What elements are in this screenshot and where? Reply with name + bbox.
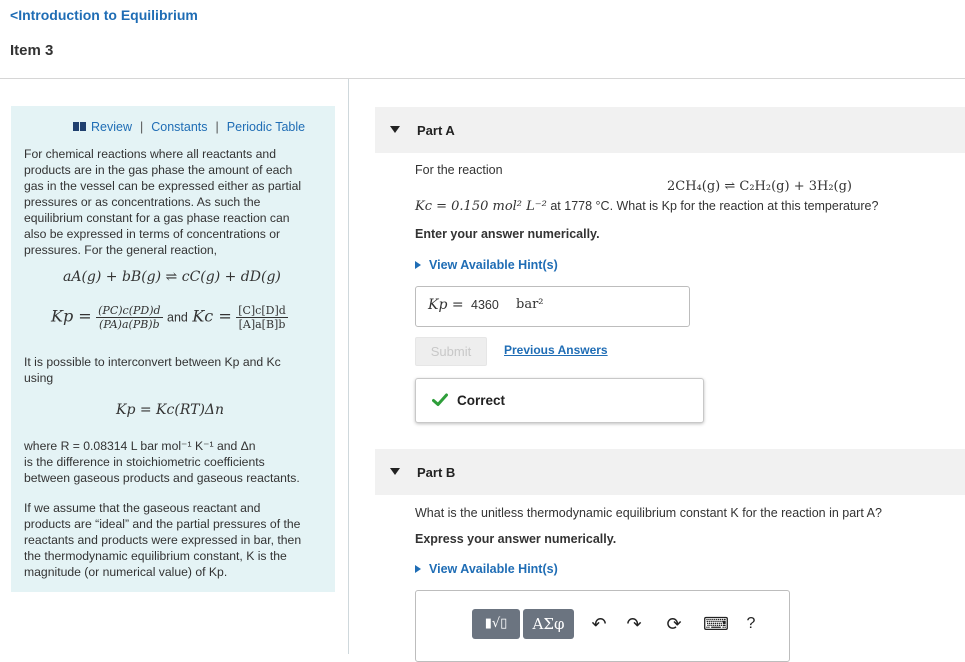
answer-box-a[interactable] xyxy=(415,286,690,327)
and-text: and xyxy=(167,310,188,325)
undo-icon[interactable]: ↶ xyxy=(591,614,607,634)
submit-button[interactable]: Submit xyxy=(415,337,487,366)
periodic-table-link[interactable]: Periodic Table xyxy=(226,120,306,134)
caret-down-icon xyxy=(390,126,400,133)
kp-kc-relation: Kp = Kc(RT)Δn xyxy=(116,402,225,418)
correct-feedback xyxy=(415,378,704,423)
page-header xyxy=(0,0,965,79)
previous-answers-link[interactable]: Previous Answers xyxy=(504,343,608,357)
keyboard-icon[interactable]: ⌨ xyxy=(703,614,729,634)
template-button[interactable]: ▮√▯ xyxy=(472,609,520,639)
back-link[interactable] xyxy=(10,7,198,23)
caret-right-icon xyxy=(415,261,421,269)
kc-value: Kc = 0.150 mol² L⁻² xyxy=(415,199,547,214)
kp-fraction: $\frac{(PC)c(PD)d}{(PA)a(PB)b}$ xyxy=(98,304,161,331)
help-icon[interactable]: ? xyxy=(746,615,756,632)
intro-text: For chemical reactions where all reactants and products are in the gas phase the amount of each gas in the vessel can be expressed either as partial pressures or as concentrations. As such the equilibrium constant for a gas phase reaction can also be expressed in terms of concentrations or pressures. For the general reaction, xyxy=(24,147,302,257)
correct-label: Correct xyxy=(457,393,506,408)
part-b-question: What is the unitless thermodynamic equilibrium constant K for the reaction in part A? xyxy=(415,506,882,520)
item-title: Item 3 xyxy=(10,42,54,59)
reaction-equation: 2CH₄(g) ⇌ C₂H₂(g) + 3H₂(g) xyxy=(667,179,853,194)
back-link-label: Introduction to Equilibrium xyxy=(18,7,198,23)
reset-icon[interactable]: ⟳ xyxy=(666,614,682,634)
enter-numerically-a: Enter your answer numerically. xyxy=(415,227,600,241)
interconvert-text: It is possible to interconvert between Kp and Kc using xyxy=(24,355,281,385)
info-panel xyxy=(11,106,335,592)
kp-label: Kp = xyxy=(51,306,92,326)
part-a-header[interactable] xyxy=(375,107,965,153)
for-reaction-text: For the reaction xyxy=(415,163,503,177)
kc-question xyxy=(415,199,878,214)
general-reaction: aA(g) + bB(g) ⇌ cC(g) + dD(g) xyxy=(63,269,281,285)
where-text: where R = 0.08314 L bar mol⁻¹ K⁻¹ and Δn is the difference in stoichiometric coefficients between gaseous products and gaseous reactants. xyxy=(24,439,300,485)
checkmark-icon xyxy=(432,393,448,412)
hint-link-a[interactable]: View Available Hint(s) xyxy=(415,258,558,272)
enter-numerically-b: Express your answer numerically. xyxy=(415,532,617,546)
caret-right-icon xyxy=(415,565,421,573)
caret-down-icon xyxy=(390,468,400,475)
constants-link[interactable]: Constants xyxy=(151,120,208,134)
review-link[interactable]: Review xyxy=(91,120,132,134)
part-b-label: Part B xyxy=(417,465,456,480)
answer-value: 4360 xyxy=(471,298,499,312)
book-icon xyxy=(73,122,86,131)
resource-links: Review | Constants | Periodic Table xyxy=(73,120,305,134)
kc-fraction: $\frac{[C]c[D]d}{[A]a[B]b}$ xyxy=(238,304,286,331)
answer-unit: bar² xyxy=(516,297,544,312)
kp-answer-label: Kp = xyxy=(428,297,464,313)
redo-icon[interactable]: ↷ xyxy=(626,614,642,634)
symbols-button[interactable]: ΑΣφ xyxy=(523,609,574,639)
kc-label: Kc = xyxy=(192,306,232,326)
assume-text: If we assume that the gaseous reactant and products are “ideal” and the partial pressures of the reactants and products were expressed in bar, then the thermodynamic equilibrium constant, K is the magnitude (or numerical value) of Kp. xyxy=(24,501,302,579)
part-a-label: Part A xyxy=(417,123,455,138)
question-text: at 1778 °C. What is Kp for the reaction at this temperature? xyxy=(550,199,879,213)
kp-kc-definitions xyxy=(51,304,288,331)
column-divider xyxy=(348,79,349,654)
hint-link-b[interactable]: View Available Hint(s) xyxy=(415,562,558,576)
part-b-header[interactable] xyxy=(375,449,965,495)
chevron-left-icon: < xyxy=(10,7,19,23)
